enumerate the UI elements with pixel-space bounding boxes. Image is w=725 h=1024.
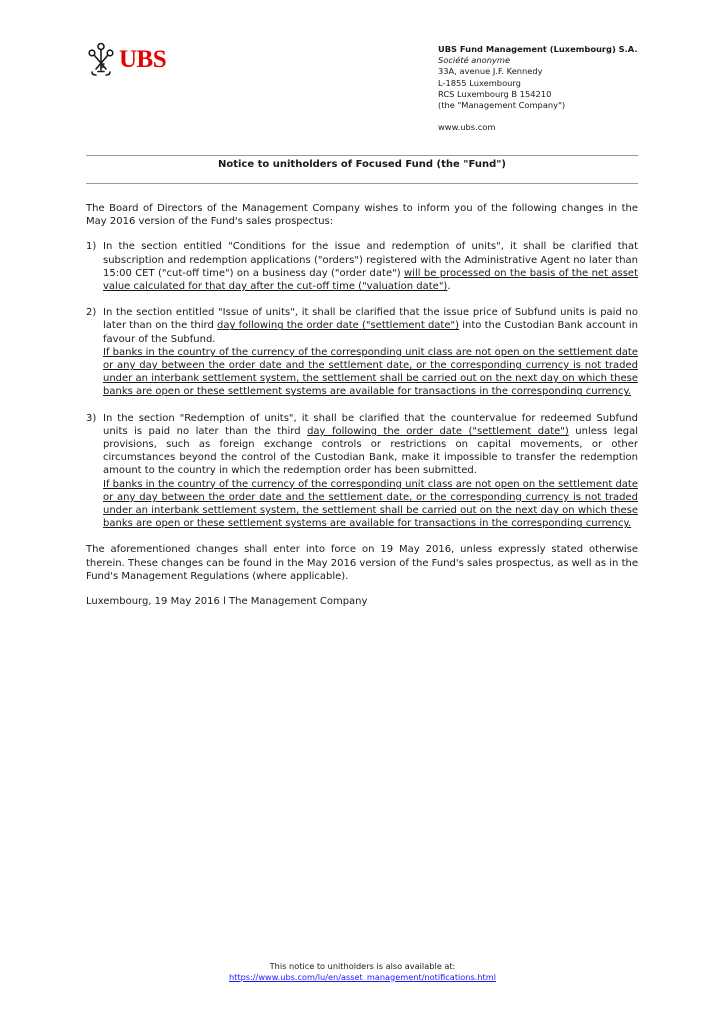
address-line-2: L-1855 Luxembourg (438, 77, 521, 88)
item-text-end: into the Custodian Bank account in favour of the Subfund. (103, 320, 639, 345)
company-address-block (438, 44, 638, 133)
item-text-start: In the section entitled "Conditions for the issue and redemption of units", it shall be clarified that subscription and redemption applications ("orders") registered with the Administrative Agent no later than 15:00 CET ("cut-off time") on a business day ("order date") (103, 241, 638, 279)
footer (0, 961, 725, 982)
notice-body (86, 202, 638, 608)
item-text-underlined: day following the order date ("settlement date") (307, 425, 569, 437)
item-settlement-note: If banks in the country of the currency of the corresponding unit class are not open on the settlement date or any day between the order date and the settlement date, or the corresponding currency is not traded under an interbank settlement system, the settlement shall be carried out on the next day on which these banks are open or these settlement systems are available for transactions in the corresponding currency. (103, 478, 638, 530)
closing-paragraph: The aforementioned changes shall enter into force on 19 May 2016, unless expressly stated otherwise therein. These changes can be found in the May 2016 version of the Fund's sales prospectus, as well as in the Fund's Management Regulations (where applicable). (86, 544, 638, 582)
title-top-rule (86, 155, 638, 156)
footer-note: This notice to unitholders is also available at: (269, 961, 456, 971)
signature-line: Luxembourg, 19 May 2016 l The Management Company (86, 596, 368, 608)
notifications-link[interactable]: https://www.ubs.com/lu/en/asset_management/notifications.html (228, 971, 497, 982)
item-number: 2) (86, 307, 97, 319)
item-text-underlined: will be processed on the basis of the net asset value calculated for that day after the cut-off time ("valuation date") (103, 267, 638, 293)
item-settlement-note: If banks in the country of the currency of the corresponding unit class are not open on the settlement date or any day between the order date and the settlement date, or the corresponding currency is not traded under an interbank settlement system, the settlement shall be carried out on the next day on which these banks are open or these settlement systems are available for transactions in the corresponding currency. (103, 346, 638, 398)
item-number: 1) (86, 241, 97, 253)
list-item (86, 412, 638, 531)
company-website: www.ubs.com (438, 122, 496, 133)
logo-wordmark: UBS (119, 45, 167, 73)
item-text-start: In the section "Redemption of units", it shall be clarified that the countervalue for redeemed Subfund units is paid no later than the third (103, 412, 638, 437)
three-keys-icon (86, 42, 116, 76)
ubs-logo (86, 42, 166, 76)
company-name: UBS Fund Management (Luxembourg) S.A. (438, 44, 638, 54)
item-text-end: unless legal provisions, such as foreign exchange controls or restrictions on capital movements, or other circumstances beyond the control of the Custodian Bank, make it impossible to transfer the redemption amount to the country in which the redemption order has been submitted. (103, 425, 638, 477)
item-text-underlined: day following the order date ("settlement date") (217, 320, 460, 332)
company-alias: (the "Management Company") (438, 100, 566, 111)
item-text-start: In the section entitled "Issue of units", it shall be clarified that the issue price of Subfund units is paid no later than on the third (103, 307, 638, 332)
address-line-1: 33A, avenue J.F. Kennedy (438, 66, 543, 77)
company-legal-form: Société anonyme (438, 55, 511, 66)
intro-paragraph: The Board of Directors of the Management Company wishes to inform you of the following changes in the May 2016 version of the Fund's sales prospectus: (86, 203, 638, 228)
list-item (86, 306, 638, 398)
rcs-number: RCS Luxembourg B 154210 (438, 88, 552, 99)
notice-title: Notice to unitholders of Focused Fund (the "Fund") (217, 159, 507, 170)
item-text (103, 240, 638, 293)
item-text-end: . (447, 281, 451, 293)
item-text (103, 306, 638, 398)
item-number: 3) (86, 412, 97, 424)
list-item (86, 240, 638, 293)
title-bottom-rule (86, 183, 638, 184)
item-text (103, 412, 638, 531)
